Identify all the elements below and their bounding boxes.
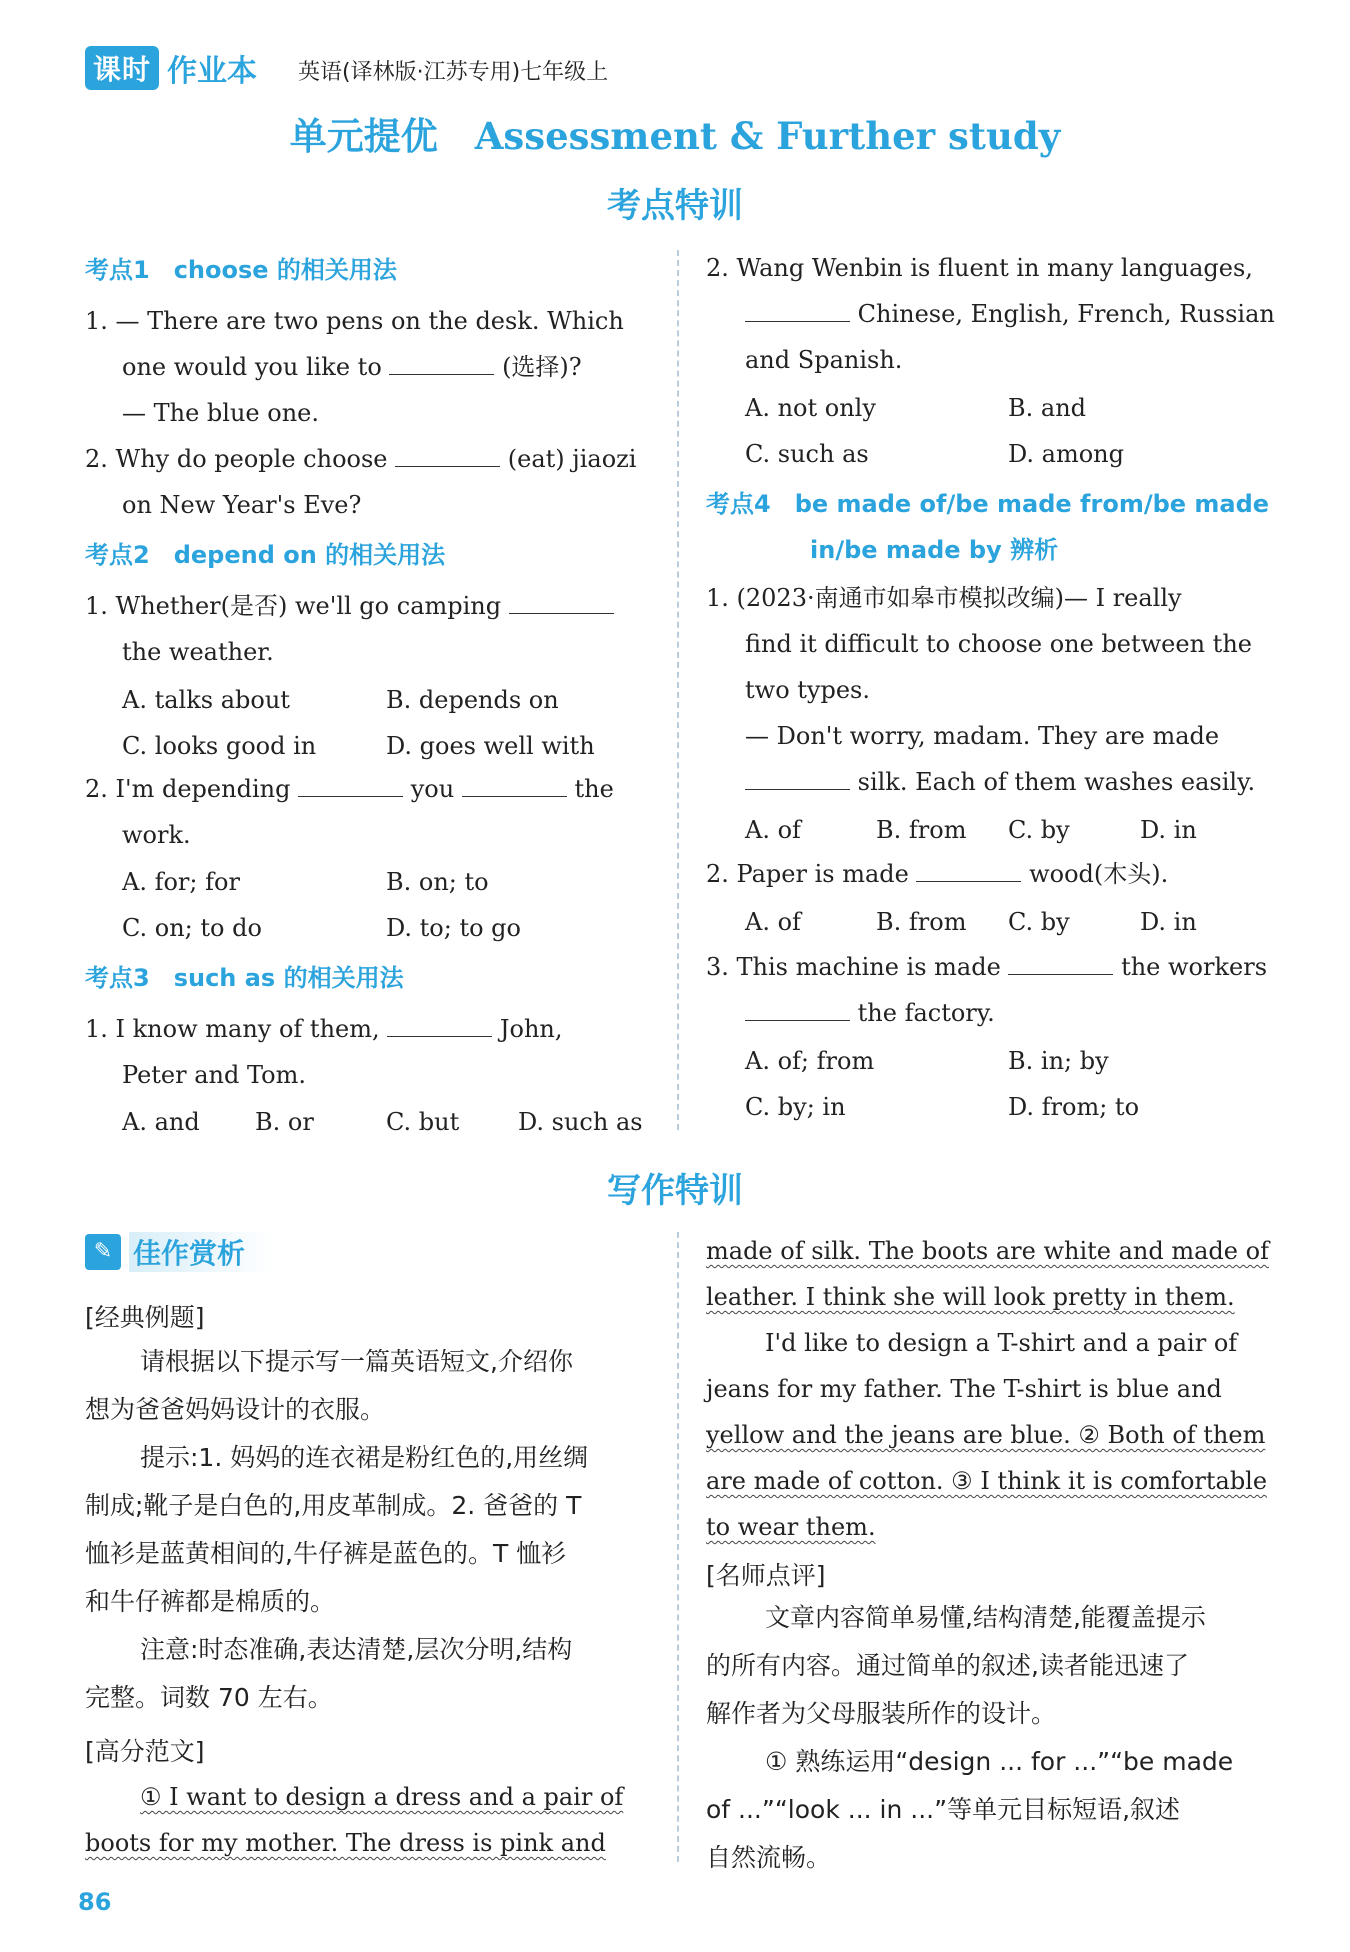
kd2-q2-line1: [85, 766, 614, 812]
option[interactable]: B. depends on: [386, 686, 559, 714]
answer-blank[interactable]: [395, 444, 500, 467]
kd2-q2-line2: work.: [122, 821, 191, 849]
answer-blank[interactable]: [745, 998, 850, 1021]
model-label: [高分范文]: [85, 1737, 205, 1766]
prompt-line: 恤衫是蓝黄相间的,牛仔裤是蓝色的。T 恤衫: [85, 1539, 567, 1568]
r-kd4-q3-text2: the workers: [1121, 953, 1268, 981]
r-kd4-q1-line2: find it difficult to choose one between the: [745, 630, 1252, 658]
kd2-q1-text: 1. Whether(是否) we'll go camping: [85, 592, 502, 620]
review-label: [名师点评]: [706, 1561, 826, 1590]
kd2-heading: 考点2 depend on 的相关用法: [85, 541, 446, 569]
kd4-heading: 考点4 be made of/be made from/be made: [706, 490, 1270, 518]
model-text: boots for my mother. The dress is pink and: [85, 1829, 606, 1857]
r-kd4-q2-text2: wood(木头).: [1029, 860, 1169, 888]
option[interactable]: C. looks good in: [122, 732, 317, 760]
r-q2-line3: and Spanish.: [745, 346, 903, 374]
prompt-line: 注意:时态准确,表达清楚,层次分明,结构: [140, 1635, 573, 1664]
option[interactable]: B. in; by: [1008, 1047, 1109, 1075]
option[interactable]: A. of: [745, 816, 801, 844]
model-line: [706, 1458, 1267, 1504]
prompt-line: 和牛仔裤都是棉质的。: [85, 1587, 336, 1616]
review-line: ① 熟练运用“design ... for ...”“be made: [765, 1747, 1234, 1776]
example-label: [经典例题]: [85, 1303, 205, 1332]
section-title-practice: 考点特训: [607, 186, 743, 226]
model-line: [706, 1504, 876, 1550]
kd1-q2-line1: [85, 436, 636, 482]
logo-text: 作业本: [167, 54, 258, 89]
kd3-q1-line1: [85, 1006, 563, 1052]
option[interactable]: C. by: [1008, 908, 1070, 936]
r-kd4-q1-line4: — Don't worry, madam. They are made: [745, 722, 1220, 750]
model-line: [706, 1228, 1269, 1274]
kd4-heading-2: in/be made by 辨析: [810, 536, 1059, 564]
kd2-q2-text2: you: [410, 775, 455, 803]
option[interactable]: D. in: [1140, 816, 1197, 844]
option[interactable]: A. and: [122, 1108, 200, 1136]
r-kd4-q1-text: silk. Each of them washes easily.: [857, 768, 1256, 796]
model-line: [85, 1820, 606, 1866]
kd3-heading: 考点3 such as 的相关用法: [85, 964, 404, 992]
option[interactable]: B. on; to: [386, 868, 489, 896]
option[interactable]: D. among: [1008, 440, 1124, 468]
model-text: to wear them.: [706, 1513, 876, 1541]
kd2-q1-line1: [85, 583, 614, 629]
logo-mark: 课时: [85, 46, 159, 90]
r-q2-text: Chinese, English, French, Russian: [857, 300, 1275, 328]
kd2-q2-text3: the: [574, 775, 614, 803]
prompt-line: 请根据以下提示写一篇英语短文,介绍你: [140, 1347, 573, 1376]
writing-badge: [85, 1232, 275, 1272]
model-text: made of silk. The boots are white and made of: [706, 1237, 1269, 1265]
badge-label: 佳作赏析: [129, 1232, 275, 1272]
kd1-q1-hint: (选择)?: [502, 353, 582, 381]
option[interactable]: A. of; from: [745, 1047, 875, 1075]
r-q2-line1: 2. Wang Wenbin is fluent in many languages,: [706, 254, 1253, 282]
r-kd4-q1-line3: two types.: [745, 676, 870, 704]
option[interactable]: B. or: [255, 1108, 314, 1136]
r-kd4-q3-text3: the factory.: [857, 999, 995, 1027]
option[interactable]: C. such as: [745, 440, 869, 468]
model-line: [140, 1774, 623, 1820]
r-kd4-q3-line1: [706, 944, 1267, 990]
kd3-q1-text2: John,: [499, 1015, 563, 1043]
review-line: 文章内容简单易懂,结构清楚,能覆盖提示: [765, 1603, 1206, 1632]
option[interactable]: D. goes well with: [386, 732, 595, 760]
model-line: [706, 1412, 1265, 1458]
kd1-q2-text: 2. Why do people choose: [85, 445, 388, 473]
option[interactable]: D. to; to go: [386, 914, 521, 942]
kd2-q2-text: 2. I'm depending: [85, 775, 291, 803]
prompt-line: 制成;靴子是白色的,用皮革制成。2. 爸爸的 T: [85, 1491, 582, 1520]
answer-blank[interactable]: [298, 774, 403, 797]
kd1-q2-hint: (eat) jiaozi: [507, 445, 637, 473]
prompt-line: 想为爸爸妈妈设计的衣服。: [85, 1395, 386, 1424]
kd1-q1-line2: [122, 344, 582, 390]
r-kd4-q3-text: 3. This machine is made: [706, 953, 1001, 981]
kd1-q1-line1: 1. — There are two pens on the desk. Which: [85, 307, 624, 335]
kd1-heading: 考点1 choose 的相关用法: [85, 256, 397, 284]
column-divider: [677, 1232, 679, 1862]
kd3-q1-line2: Peter and Tom.: [122, 1061, 306, 1089]
kd3-q1-text: 1. I know many of them,: [85, 1015, 380, 1043]
option[interactable]: A. talks about: [122, 686, 290, 714]
r-q2-line2: [745, 291, 1275, 337]
review-line: 解作者为父母服装所作的设计。: [706, 1699, 1057, 1728]
r-kd4-q1-line1: 1. (2023·南通市如皋市模拟改编)— I really: [706, 584, 1182, 612]
column-divider: [677, 250, 679, 1130]
answer-blank[interactable]: [509, 591, 614, 614]
model-line: jeans for my father. The T-shirt is blue and: [706, 1375, 1222, 1403]
answer-blank[interactable]: [745, 767, 850, 790]
answer-blank[interactable]: [1008, 952, 1113, 975]
option[interactable]: C. but: [386, 1108, 460, 1136]
option[interactable]: D. from; to: [1008, 1093, 1140, 1121]
section-title-writing: 写作特训: [607, 1171, 743, 1211]
model-text: are made of cotton. ③ I think it is comfortable: [706, 1467, 1268, 1495]
answer-blank[interactable]: [462, 774, 567, 797]
option[interactable]: D. in: [1140, 908, 1197, 936]
option[interactable]: B. from: [876, 908, 967, 936]
model-line: I'd like to design a T-shirt and a pair of: [765, 1329, 1238, 1357]
answer-blank[interactable]: [389, 352, 494, 375]
option[interactable]: A. of: [745, 908, 801, 936]
model-text: leather. I think she will look pretty in them.: [706, 1283, 1235, 1311]
option[interactable]: C. by: [1008, 816, 1070, 844]
answer-blank[interactable]: [745, 299, 850, 322]
kd2-q1-line2: the weather.: [122, 638, 274, 666]
page-number: 86: [78, 1888, 112, 1916]
option[interactable]: C. on; to do: [122, 914, 262, 942]
r-kd4-q2-text: 2. Paper is made: [706, 860, 909, 888]
prompt-line: 提示:1. 妈妈的连衣裙是粉红色的,用丝绸: [140, 1443, 589, 1472]
option[interactable]: A. not only: [745, 394, 876, 422]
option[interactable]: D. such as: [518, 1108, 643, 1136]
r-kd4-q3-line2: [745, 990, 995, 1036]
answer-blank[interactable]: [916, 859, 1021, 882]
option[interactable]: C. by; in: [745, 1093, 846, 1121]
prompt-line: 完整。词数 70 左右。: [85, 1683, 333, 1712]
option[interactable]: B. from: [876, 816, 967, 844]
option[interactable]: A. for; for: [122, 868, 240, 896]
model-text: ① I want to design a dress and a pair of: [140, 1783, 624, 1811]
pencil-icon: ✎: [85, 1234, 121, 1270]
option[interactable]: B. and: [1008, 394, 1087, 422]
review-line: 的所有内容。通过简单的叙述,读者能迅速了: [706, 1651, 1189, 1680]
kd1-q1-line3: — The blue one.: [122, 399, 319, 427]
kd1-q2-line2: on New Year's Eve?: [122, 491, 362, 519]
model-text: yellow and the jeans are blue. ② Both of them: [706, 1421, 1266, 1449]
r-kd4-q1-line5: [745, 759, 1255, 805]
book-subtitle: 英语(译林版·江苏专用)七年级上: [298, 60, 609, 85]
header-logo: [85, 46, 257, 90]
model-line: [706, 1274, 1235, 1320]
review-line: of ...”“look ... in ...”等单元目标短语,叙述: [706, 1795, 1181, 1824]
kd1-q1-text: one would you like to: [122, 353, 382, 381]
r-kd4-q2-line1: [706, 851, 1168, 897]
answer-blank[interactable]: [387, 1014, 492, 1037]
review-line: 自然流畅。: [706, 1843, 832, 1872]
unit-title: 单元提优 Assessment & Further study: [289, 114, 1061, 158]
